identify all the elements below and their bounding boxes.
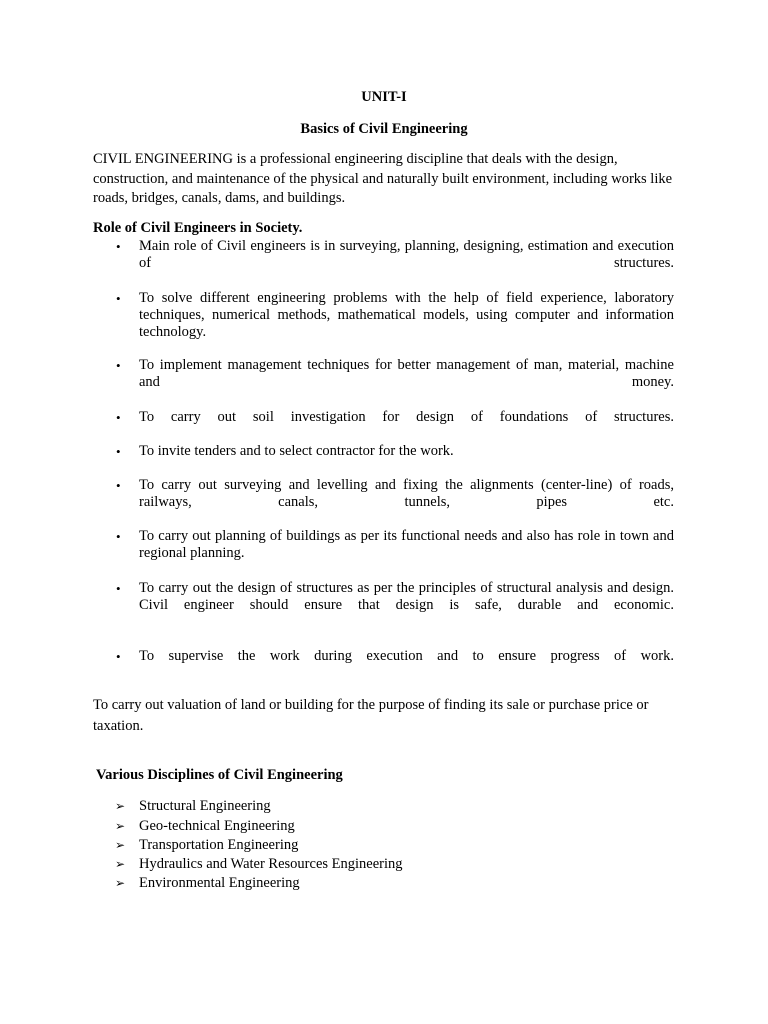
list-item-text: To carry out surveying and levelling and fixing the alignments (center-line) of roads, railways, canals, tunnels, pipes etc. <box>139 477 674 510</box>
list-item <box>116 443 674 460</box>
list-item-text: Hydraulics and Water Resources Engineering <box>139 856 403 872</box>
list-item <box>116 409 674 426</box>
bullet-icon: • <box>116 239 121 254</box>
bullet-icon: • <box>116 529 121 544</box>
arrow-bullet-icon: ➢ <box>115 876 126 890</box>
list-item-text: To implement management techniques for better management of man, material, machine and money. <box>139 357 674 390</box>
list-item <box>115 797 271 815</box>
list-item-text: To carry out the design of structures as per the principles of structural analysis and design. Civil engineer should ensure that design is safe, durable and economic. <box>139 580 674 613</box>
bullet-icon: • <box>116 444 121 459</box>
list-item-text: To carry out soil investigation for design of foundations of structures. <box>139 409 674 425</box>
bullet-icon: • <box>116 478 121 493</box>
list-item-text: Environmental Engineering <box>139 875 300 891</box>
role-heading: Role of Civil Engineers in Society. <box>93 220 303 236</box>
list-item <box>116 580 674 614</box>
list-item-text: Transportation Engineering <box>139 837 299 853</box>
bullet-icon: • <box>116 649 121 664</box>
list-item <box>116 477 674 511</box>
list-item-text: Structural Engineering <box>139 798 271 814</box>
list-item <box>116 357 674 391</box>
list-item-text: Main role of Civil engineers is in surveying, planning, designing, estimation and execution of structures. <box>139 238 674 271</box>
disciplines-heading: Various Disciplines of Civil Engineering <box>96 767 343 783</box>
arrow-bullet-icon: ➢ <box>115 799 126 813</box>
list-item <box>115 817 295 835</box>
valuation-paragraph: To carry out valuation of land or building for the purpose of finding its sale or purchase price or taxation. <box>93 697 649 734</box>
list-item <box>115 874 300 892</box>
list-item <box>116 648 674 665</box>
list-item <box>116 528 674 562</box>
list-item <box>116 290 674 341</box>
document-title: Basics of Civil Engineering <box>300 121 468 137</box>
arrow-bullet-icon: ➢ <box>115 838 126 852</box>
bullet-icon: • <box>116 358 121 373</box>
list-item-text: To carry out planning of buildings as per its functional needs and also has role in town and regional planning. <box>139 528 674 561</box>
intro-paragraph: CIVIL ENGINEERING is a professional engineering discipline that deals with the design, construction, and maintenance of the physical and naturally built environment, including works like roads, bridges, canals, dams, and buildings. <box>93 151 673 206</box>
list-item-text: Geo-technical Engineering <box>139 818 295 834</box>
unit-label: UNIT-I <box>361 89 407 105</box>
list-item <box>115 855 403 873</box>
bullet-icon: • <box>116 291 121 306</box>
list-item-text: To solve different engineering problems with the help of field experience, laboratory techniques, numerical methods, mathematical models, using computer and information technology. <box>139 290 674 340</box>
list-item <box>116 238 674 272</box>
arrow-bullet-icon: ➢ <box>115 819 126 833</box>
list-item <box>115 836 299 854</box>
list-item-text: To invite tenders and to select contractor for the work. <box>139 443 454 459</box>
bullet-icon: • <box>116 410 121 425</box>
bullet-icon: • <box>116 581 121 596</box>
arrow-bullet-icon: ➢ <box>115 857 126 871</box>
list-item-text: To supervise the work during execution and to ensure progress of work. <box>139 648 674 664</box>
